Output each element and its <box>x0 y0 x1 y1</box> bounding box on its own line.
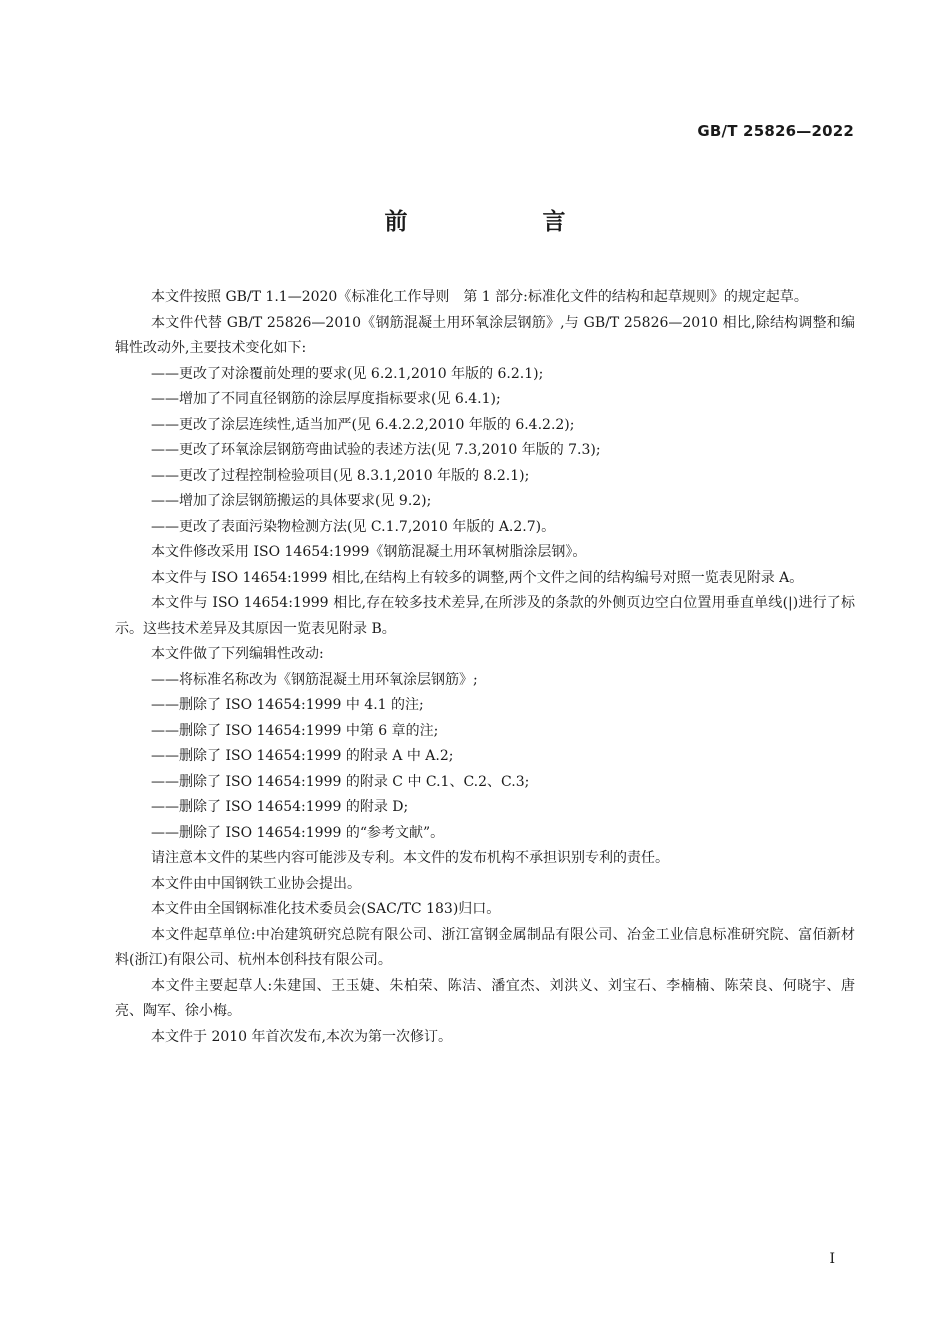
page-number: I <box>829 1251 835 1267</box>
paragraph-history: 本文件于 2010 年首次发布,本次为第一次修订。 <box>151 1028 452 1045</box>
list-item: ——更改了表面污染物检测方法(见 C.1.7,2010 年版的 A.2.7)。 <box>151 518 556 535</box>
paragraph-managed-by: 本文件由全国钢标准化技术委员会(SAC/TC 183)归口。 <box>151 901 501 917</box>
list-item: ——增加了不同直径钢筋的涂层厚度指标要求(见 6.4.1); <box>151 391 501 407</box>
paragraph-drafters: 本文件主要起草人:朱建国、王玉婕、朱柏荣、陈洁、潘宜杰、刘洪义、刘宝石、李楠楠、陈荣良、何晓宇、唐亮、陶军、徐小梅。 <box>115 977 855 1019</box>
list-item: ——更改了对涂覆前处理的要求(见 6.2.1,2010 年版的 6.2.1); <box>151 365 544 382</box>
list-item: ——将标准名称改为《钢筋混凝土用环氧涂层钢筋》; <box>151 671 478 688</box>
list-item: ——删除了 ISO 14654:1999 的附录 D; <box>151 799 409 815</box>
list-item: ——删除了 ISO 14654:1999 的附录 C 中 C.1、C.2、C.3; <box>151 773 530 790</box>
list-item: ——删除了 ISO 14654:1999 中 4.1 的注; <box>151 697 424 713</box>
standard-code: GB/T 25826—2022 <box>697 122 854 140</box>
paragraph-technical-deviations: 本文件与 ISO 14654:1999 相比,存在较多技术差异,在所涉及的条款的外侧页边空白位置用垂直单线(|)进行了标示。这些技术差异及其原因一览表见附录 B。 <box>115 595 855 637</box>
list-item: ——删除了 ISO 14654:1999 的附录 A 中 A.2; <box>151 748 454 764</box>
paragraph-editorial-changes: 本文件做了下列编辑性改动: <box>151 646 324 662</box>
list-item: ——更改了过程控制检验项目(见 8.3.1,2010 年版的 8.2.1); <box>151 467 530 484</box>
paragraph-drafting-organizations: 本文件起草单位:中冶建筑研究总院有限公司、浙江富钢金属制品有限公司、冶金工业信息标准研究院、富佰新材料(浙江)有限公司、杭州本创科技有限公司。 <box>115 926 855 968</box>
paragraph-patent-notice: 请注意本文件的某些内容可能涉及专利。本文件的发布机构不承担识别专利的责任。 <box>151 850 669 866</box>
paragraph-replaces: 本文件代替 GB/T 25826—2010《钢筋混凝土用环氧涂层钢筋》,与 GB/T 25826—2010 相比,除结构调整和编辑性改动外,主要技术变化如下: <box>115 314 855 356</box>
paragraph-adoption: 本文件修改采用 ISO 14654:1999《钢筋混凝土用环氧树脂涂层钢》。 <box>151 544 587 560</box>
paragraph-proposed-by: 本文件由中国钢铁工业协会提出。 <box>151 875 361 892</box>
list-item: ——更改了涂层连续性,适当加严(见 6.4.2.2,2010 年版的 6.4.2.2); <box>151 416 575 433</box>
paragraph-structure: 本文件与 ISO 14654:1999 相比,在结构上有较多的调整,两个文件之间的结构编号对照一览表见附录 A。 <box>151 569 804 586</box>
paragraph-drafting-rules: 本文件按照 GB/T 1.1—2020《标准化工作导则 第 1 部分:标准化文件的结构和起草规则》的规定起草。 <box>151 289 808 305</box>
list-item: ——增加了涂层钢筋搬运的具体要求(见 9.2); <box>151 493 432 509</box>
list-item: ——删除了 ISO 14654:1999 中第 6 章的注; <box>151 722 439 739</box>
list-item: ——更改了环氧涂层钢筋弯曲试验的表述方法(见 7.3,2010 年版的 7.3); <box>151 442 601 458</box>
list-item: ——删除了 ISO 14654:1999 的“参考文献”。 <box>151 824 445 841</box>
foreword-body <box>115 285 855 1050</box>
page-title: 前 言 <box>384 209 622 235</box>
